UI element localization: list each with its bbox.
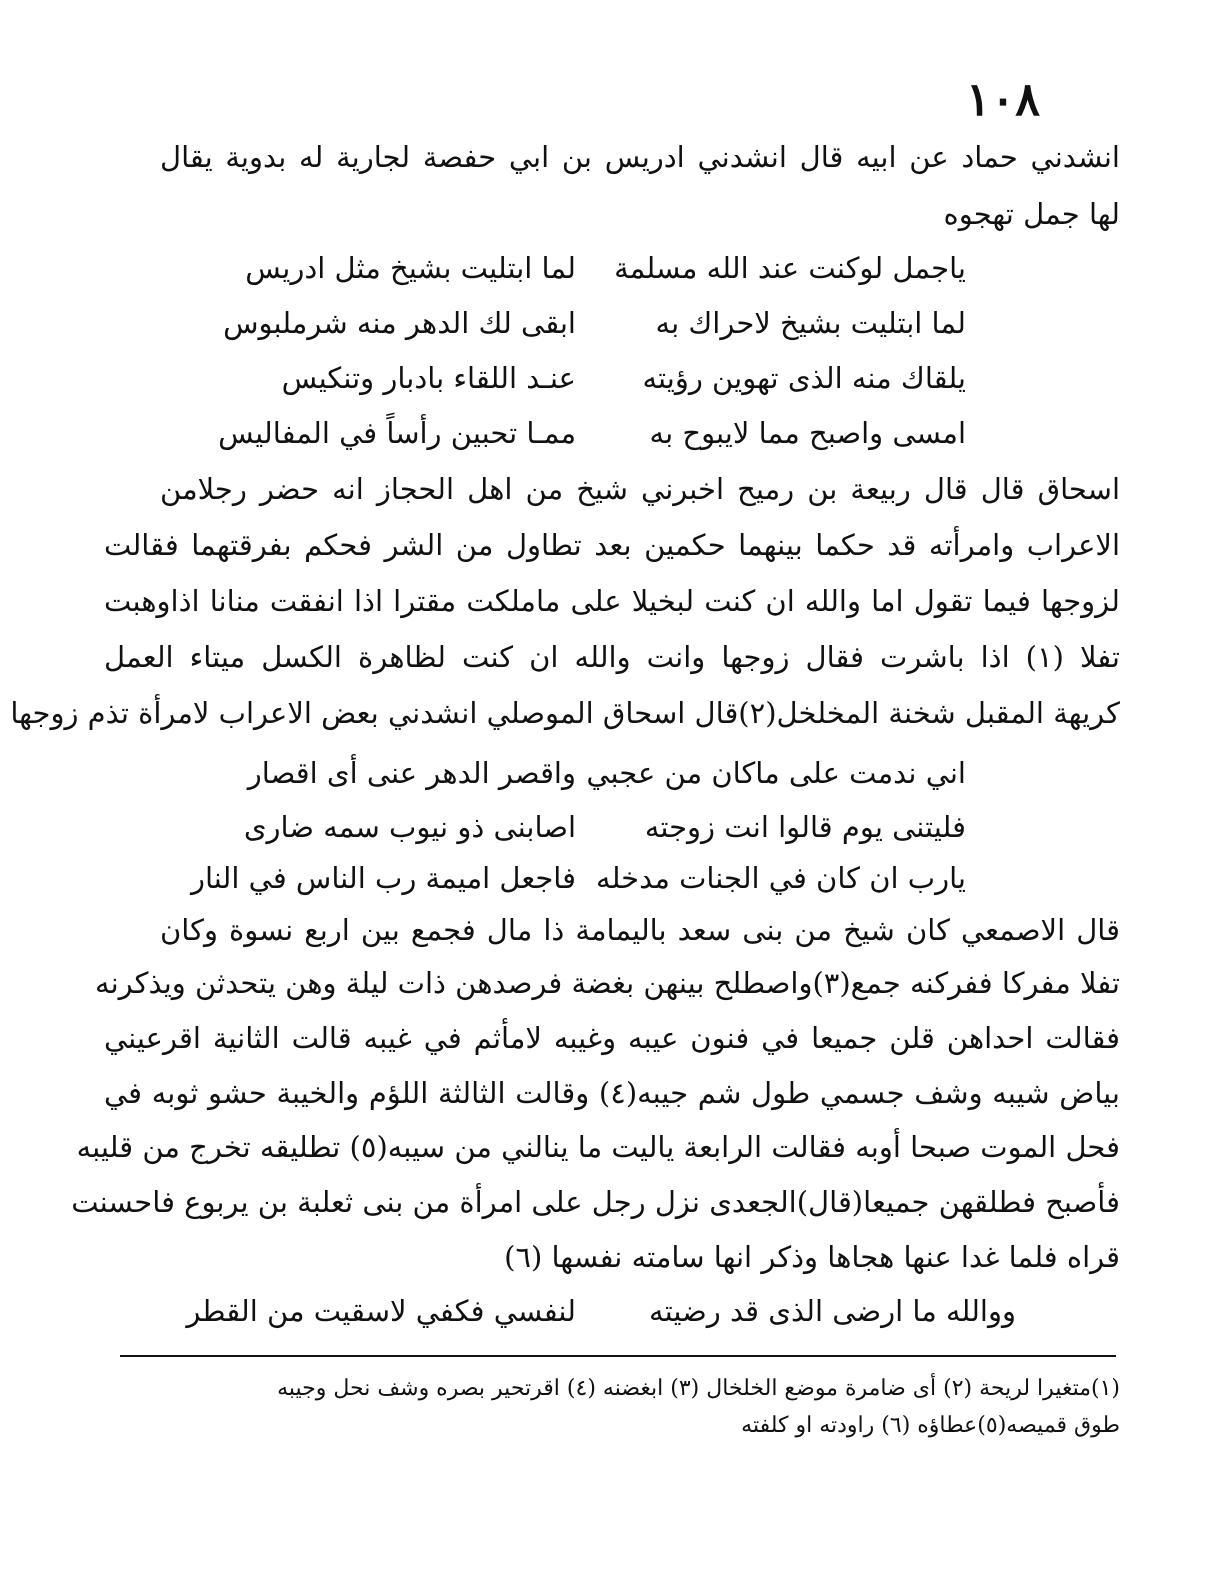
verse-second-half: اصابنى ذو نيوب سمه ضارى: [243, 810, 576, 844]
poem-verse: [246, 357, 966, 399]
text-line: فأصبح فطلقهن جميعا(قال)الجعدى نزل رجل على امرأة من بنى ثعلبة بن يربوع فاحسنت: [71, 1185, 1120, 1219]
verse-second-half: ممـا تحبين رأساً في المفاليس: [218, 416, 576, 450]
text-line: لها جمل تهجوه: [943, 197, 1120, 231]
text-line: اسحاق قال قال ربيعة بن رميح اخبرني شيخ من اهل الحجاز انه حضر رجلامن: [160, 472, 1120, 506]
verse-second-half: لنفسي فكفي لاسقيت من القطر: [186, 1294, 576, 1328]
verse-first-half: لما ابتليت بشيخ لاحراك به: [655, 306, 966, 340]
verse-first-half: ياجمل لوكنت عند الله مسلمة: [614, 251, 966, 285]
verse-second-half: لما ابتليت بشيخ مثل ادريس: [245, 251, 576, 285]
verse-second-half: ابقى لك الدهر منه شرملبوس: [223, 306, 576, 340]
text-line: فحل الموت صبحا أوبه فقالت الرابعة ياليت ما ينالني من سيبه(٥) تطليقه تخرج من قليبه: [76, 1130, 1120, 1164]
verse-second-half: عنـد اللقاء بادبار وتنكيس: [281, 361, 576, 395]
text-line: قال الاصمعي كان شيخ من بنى سعد باليمامة ذا مال فجمع بين اربع نسوة وكان: [160, 913, 1120, 947]
text-line: انشدني حماد عن ابيه قال انشدني ادريس بن ابي حفصة لجارية له بدوية يقال: [160, 140, 1120, 174]
text-line: كريهة المقبل شخنة المخلخل(٢)قال اسحاق الموصلي انشدني بعض الاعراب لامرأة تذم زوجها: [10, 696, 1120, 730]
footnote-divider: [120, 1355, 1116, 1357]
footnote-line: (١)متغيرا لريحة (٢) أى ضامرة موضع الخلخال (٣) ابغضنه (٤) اقرتحير بصره وشف نحل وجيبه: [277, 1376, 1120, 1401]
text-line: الاعراب وامرأته قد حكما بينهما حكمين بعد تطاول من الشر فحكم بفرقتهما فقالت: [104, 528, 1120, 562]
text-line: تفلا مفركا ففركنه جمع(٣)واصطلح بينهن بغضة فرصدهن ذات ليلة وهن يتحدثن ويذكرنه: [95, 966, 1120, 1000]
text-line: فقالت احداهن قلن جميعا في فنون عيبه وغيبه لامأثم في غيبه قالت الثانية اقرعيني: [104, 1021, 1120, 1055]
poem-verse: [246, 752, 966, 794]
text-line: قراه فلما غدا عنها هجاها وذكر انها سامته نفسها (٦): [504, 1240, 1120, 1274]
verse-first-half: فليتنى يوم قالوا انت زوجته: [644, 810, 966, 844]
poem-verse: [186, 1290, 1016, 1332]
footnote-line: طوق قميصه(٥)عطاؤه (٦) راودته او كلفته: [741, 1413, 1120, 1438]
poem-verse: [218, 412, 966, 454]
verse-first-half: يارب ان كان في الجنات مدخله: [596, 861, 966, 895]
text-line: بياض شيبه وشف جسمي طول شم جيبه(٤) وقالت الثالثة اللؤم والخيبة حشو ثوبه في: [104, 1076, 1120, 1110]
verse-first-half: ووالله ما ارضى الذى قد رضيته: [649, 1294, 1016, 1328]
poem-verse: [246, 247, 966, 289]
verse-first-half: امسى واصبح مما لايبوح به: [649, 416, 966, 450]
verse-first-half: اني ندمت على ماكان من عجبي: [586, 756, 966, 790]
verse-first-half: يلقاك منه الذى تهوين رؤيته: [642, 361, 966, 395]
poem-verse: [243, 806, 966, 848]
page-number: ١٠٨: [965, 72, 1040, 126]
poem-verse: [223, 302, 966, 344]
verse-second-half: فاجعل اميمة رب الناس في النار: [190, 861, 576, 895]
verse-second-half: واقصر الدهر عنى أى اقصار: [247, 756, 576, 790]
text-line: تفلا (١) اذا باشرت فقال زوجها وانت والله ان كنت لظاهرة الكسل ميتاء العمل: [104, 640, 1120, 674]
text-line: لزوجها فيما تقول اما والله ان كنت لبخيلا على ماملكت مقترا اذا انفقت منانا اذاوهبت: [104, 584, 1120, 618]
poem-verse: [190, 857, 966, 899]
